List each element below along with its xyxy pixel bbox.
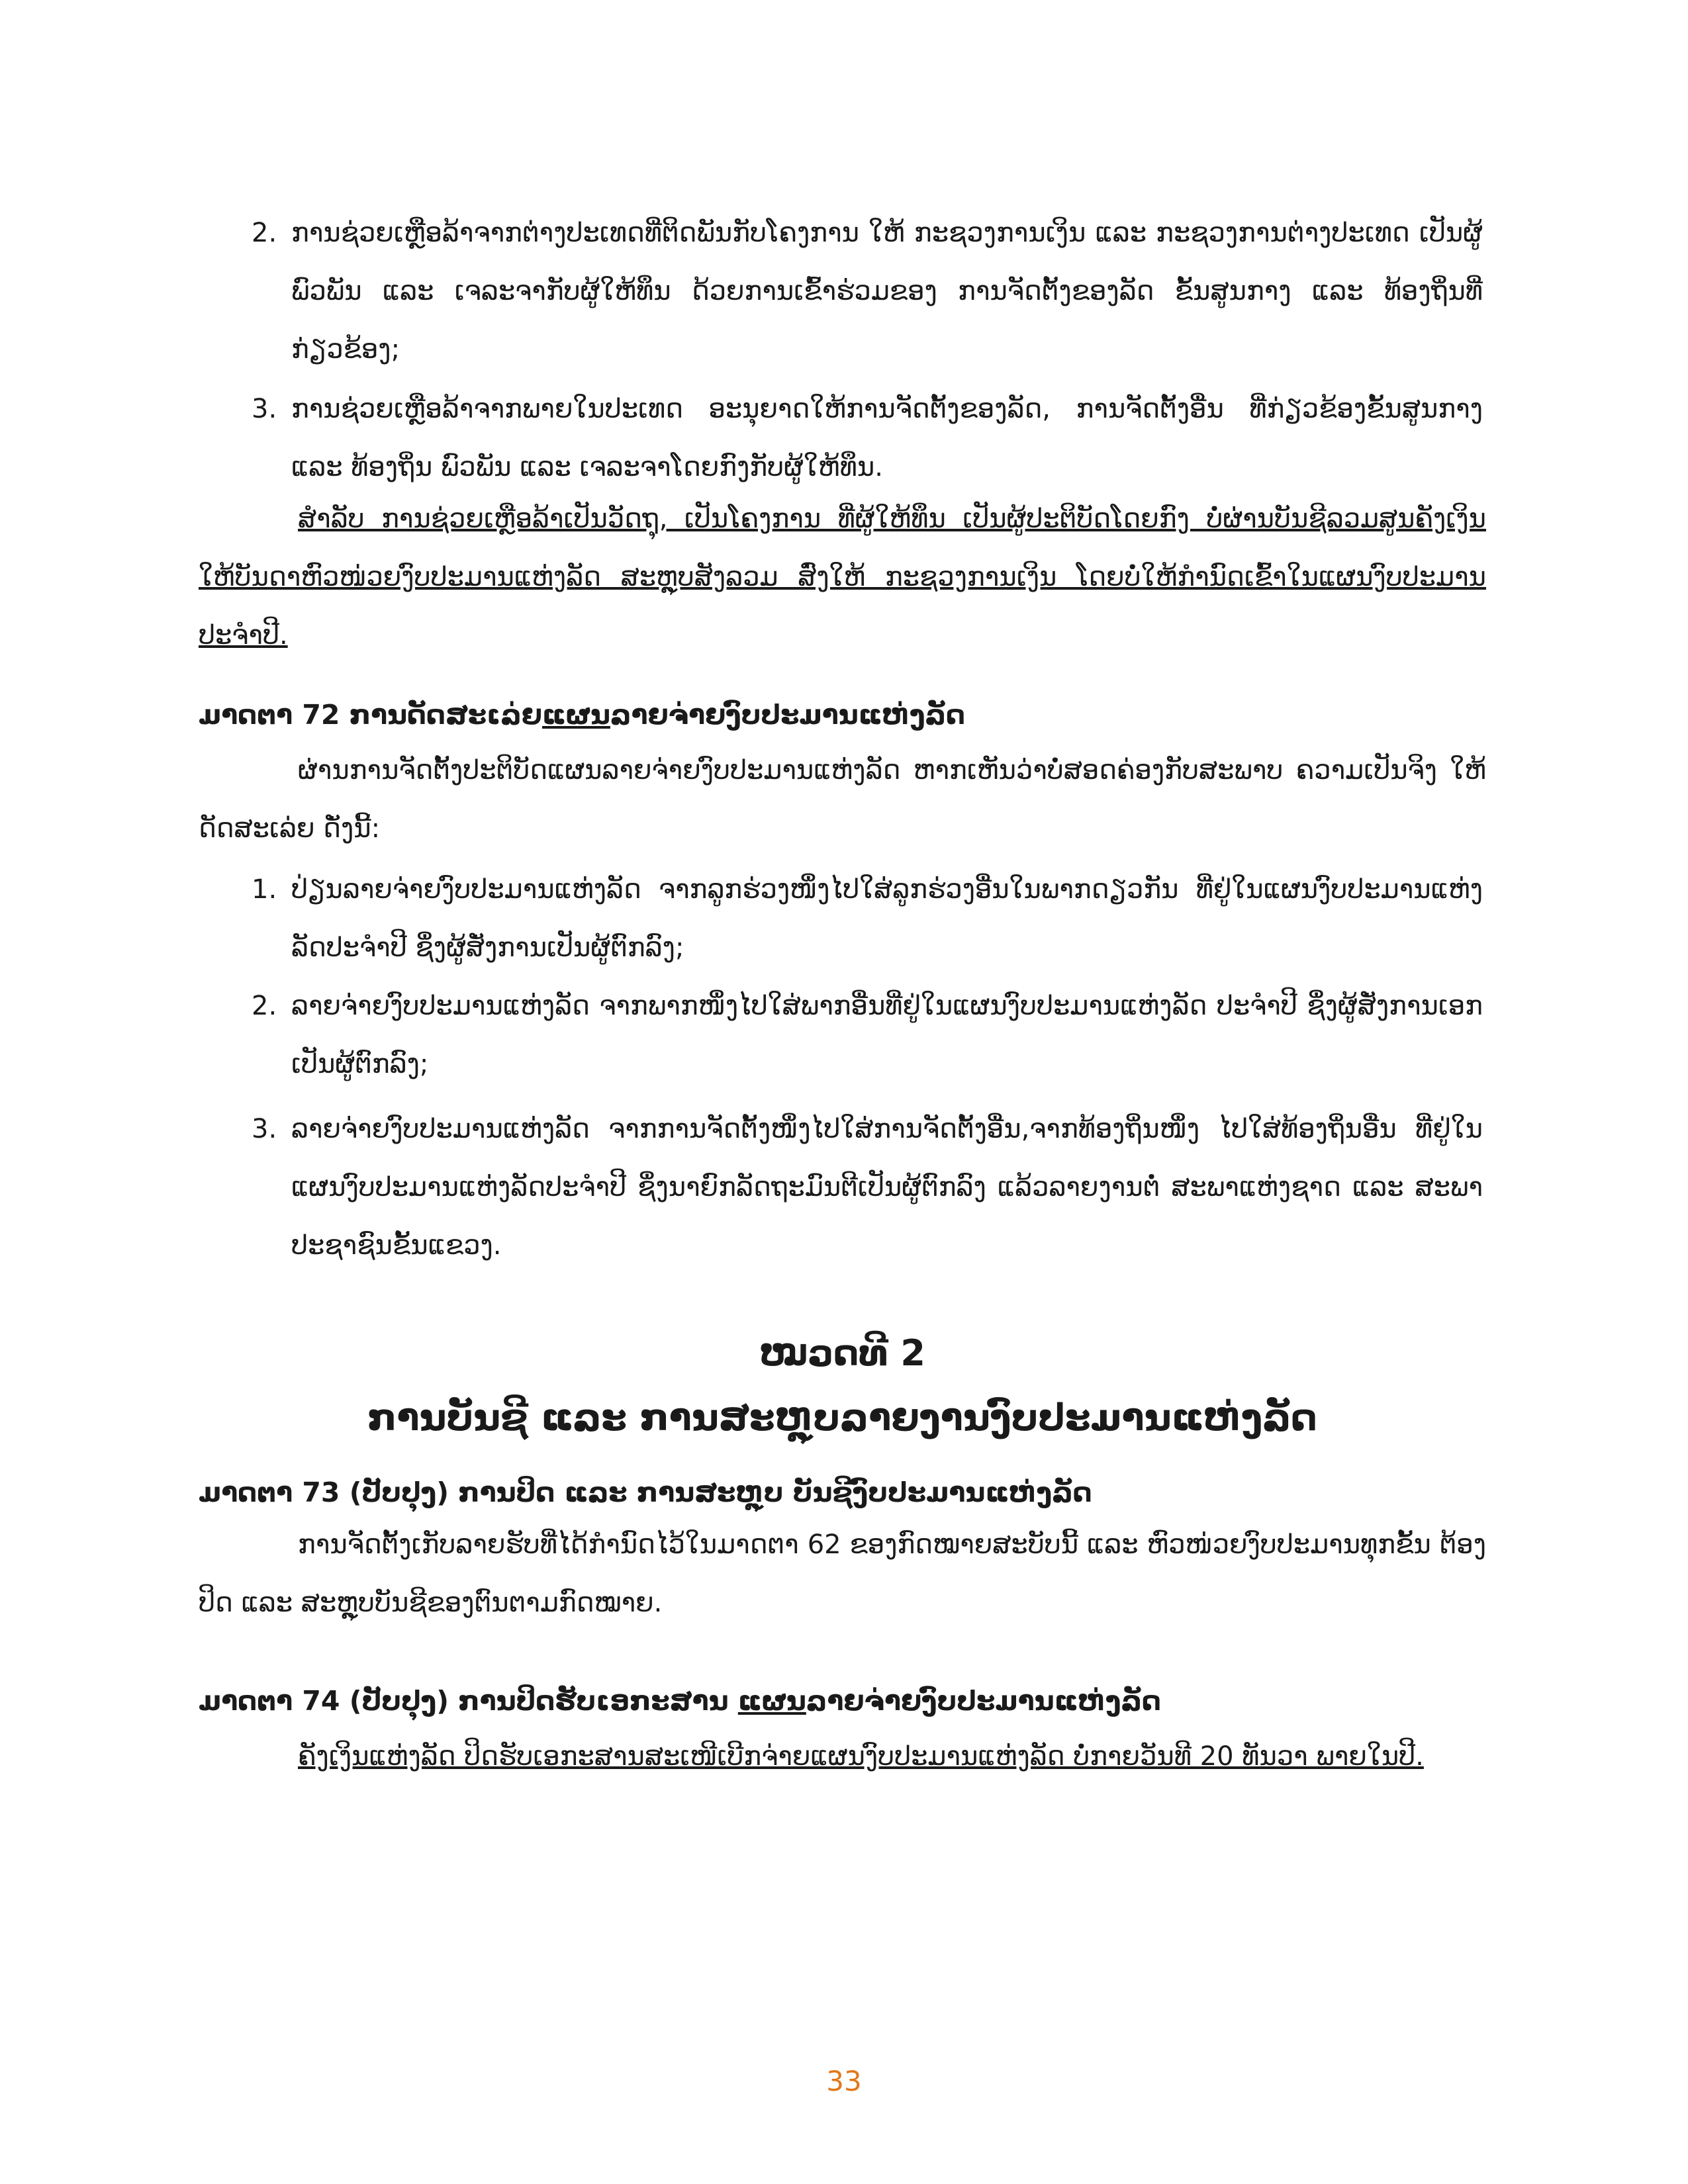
list-number: 3. — [252, 1114, 277, 1144]
list-text: ລາຍຈ່າຍງົບປະມານແຫ່ງລັດ ຈາກການຈັດຕັ້ງໜຶ່ງໄປໃສ່ການຈັດຕັ້ງອື່ນ,ຈາກທ້ອງຖິ່ນໜຶ່ງ ໄປໃສ່ທ້ອງຖິ່ນອື່ນ ທີ່ຢູ່ໃນແຜນງົບປະມານແຫ່ງລັດປະຈຳປີ ຊຶ່ງນາຍົກລັດຖະມົນຕີເປັນຜູ້ຕົກລົງ ແລ້ວລາຍງານຕໍ່ ສະພາແຫ່ງຊາດ ແລະ ສະພາປະຊາຊົນຂັ້ນແຂວງ. — [291, 1114, 1483, 1261]
heading-underlined-text: ແຜນ — [541, 699, 610, 731]
article-74-heading — [199, 1681, 1486, 1721]
list-number: 1. — [252, 874, 277, 905]
article-73-heading: ມາດຕາ 73 (ປັບປຸງ) ການປິດ ແລະ ການສະຫຼຸບ ບັນຊີງົບປະມານແຫ່ງລັດ — [199, 1477, 1092, 1508]
article-73-body: ການຈັດຕັ້ງເກັບລາຍຮັບທີ່ໄດ້ກຳນົດໄວ້ໃນມາດຕາ 62 ຂອງກົດໝາຍສະບັບນີ້ ແລະ ຫົວໜ່ວຍງົບປະມານທຸກຂັ້ນ ຕ້ອງປິດ ແລະ ສະຫຼຸບບັນຊີຂອງຕົນຕາມກົດໝາຍ. — [199, 1529, 1486, 1618]
article-72-heading — [199, 695, 1486, 735]
heading-text: ລາຍຈ່າຍງົບປະມານແຫ່ງລັດ — [610, 699, 966, 731]
list-text: ລາຍຈ່າຍງົບປະມານແຫ່ງລັດ ຈາກພາກໜຶ່ງໄປໃສ່ພາກອື່ນທີ່ຢູ່ໃນແຜນງົບປະມານແຫ່ງລັດ ປະຈຳປີ ຊຶ່ງຜູ້ສັ່ງການເອກເປັນຜູ້ຕົກລົງ; — [291, 991, 1483, 1079]
list-number: 2. — [252, 991, 277, 1021]
chapter-number: ໝວດທີ 2 — [759, 1332, 925, 1374]
page-number: 33 — [826, 2065, 862, 2097]
list-number: 3. — [252, 394, 277, 424]
heading-underlined-text: ແຜນ — [737, 1685, 806, 1717]
heading-text: ມາດຕາ 72 ການດັດສະເລ່ຍ — [199, 699, 542, 731]
heading-text: ມາດຕາ 74 (ປັບປຸງ) ການປິດຮັບເອກະສານ — [199, 1685, 738, 1717]
chapter-title: ການບັນຊີ ແລະ ການສະຫຼຸບລາຍງານງົບປະມານແຫ່ງລັດ — [367, 1396, 1317, 1439]
list-text: ປ່ຽນລາຍຈ່າຍງົບປະມານແຫ່ງລັດ ຈາກລູກຮ່ວງໜຶ່ງໄປໃສ່ລູກຮ່ວງອື່ນໃນພາກດຽວກັນ ທີ່ຢູ່ໃນແຜນງົບປະມານແຫ່ງລັດປະຈຳປີ ຊຶ່ງຜູ້ສັ່ງການເປັນຜູ້ຕົກລົງ; — [291, 874, 1483, 963]
article-72-intro: ຜ່ານການຈັດຕັ້ງປະຕິບັດແຜນລາຍຈ່າຍງົບປະມານແຫ່ງລັດ ຫາກເຫັນວ່າບໍ່ສອດຄ່ອງກັບສະພາບ ຄວາມເປັນຈິງ ໃຫ້ດັດສະເລ່ຍ ດັ່ງນີ້: — [199, 755, 1486, 844]
list-text: ການຊ່ວຍເຫຼືອລ້າຈາກພາຍໃນປະເທດ ອະນຸຍາດໃຫ້ການຈັດຕັ້ງຂອງລັດ, ການຈັດຕັ້ງອື່ນ ທີ່ກ່ຽວຂ້ອງຂັ້ນສູນກາງ ແລະ ທ້ອງຖິ່ນ ພົວພັນ ແລະ ເຈລະຈາໂດຍກົງກັບຜູ້ໃຫ້ທຶນ. — [291, 394, 1483, 482]
heading-text: ລາຍຈ່າຍງົບປະມານແຫ່ງລັດ — [806, 1685, 1161, 1717]
list-number: 2. — [252, 218, 277, 248]
article-74-body: ຄັງເງິນແຫ່ງລັດ ປິດຮັບເອກະສານສະເໜີເບີກຈ່າຍແຜນງົບປະມານແຫ່ງລັດ ບໍ່ກາຍວັນທີ 20 ທັນວາ ພາຍໃນປີ. — [298, 1741, 1424, 1772]
article-71-note: ສຳລັບ ການຊ່ວຍເຫຼືອລ້າເປັນວັດຖຸ, ເປັນໂຄງການ ທີ່ຜູ້ໃຫ້ທຶນ ເປັນຜູ້ປະຕິບັດໂດຍກົງ ບໍ່ຜ່ານບັນຊີລວມສູນຄັງເງິນ ໃຫ້ບັນດາຫົວໜ່ວຍງົບປະມານແຫ່ງລັດ ສະຫຼຸບສັງລວມ ສົ່ງໃຫ້ ກະຊວງການເງິນ ໂດຍບໍ່ໃຫ້ກຳນົດເຂົ້າໃນແຜນງົບປະມານປະຈຳປີ. — [199, 504, 1486, 651]
list-text: ການຊ່ວຍເຫຼືອລ້າຈາກຕ່າງປະເທດທີ່ຕິດພັນກັບໂຄງການ ໃຫ້ ກະຊວງການເງິນ ແລະ ກະຊວງການຕ່າງປະເທດ ເປັນຜູ້ພົວພັນ ແລະ ເຈລະຈາກັບຜູ້ໃຫ້ທຶນ ດ້ວຍການເຂົ້າຮ່ວມຂອງ ການຈັດຕັ້ງຂອງລັດ ຂັ້ນສູນກາງ ແລະ ທ້ອງຖິ່ນທີ່ກ່ຽວຂ້ອງ; — [291, 218, 1483, 365]
